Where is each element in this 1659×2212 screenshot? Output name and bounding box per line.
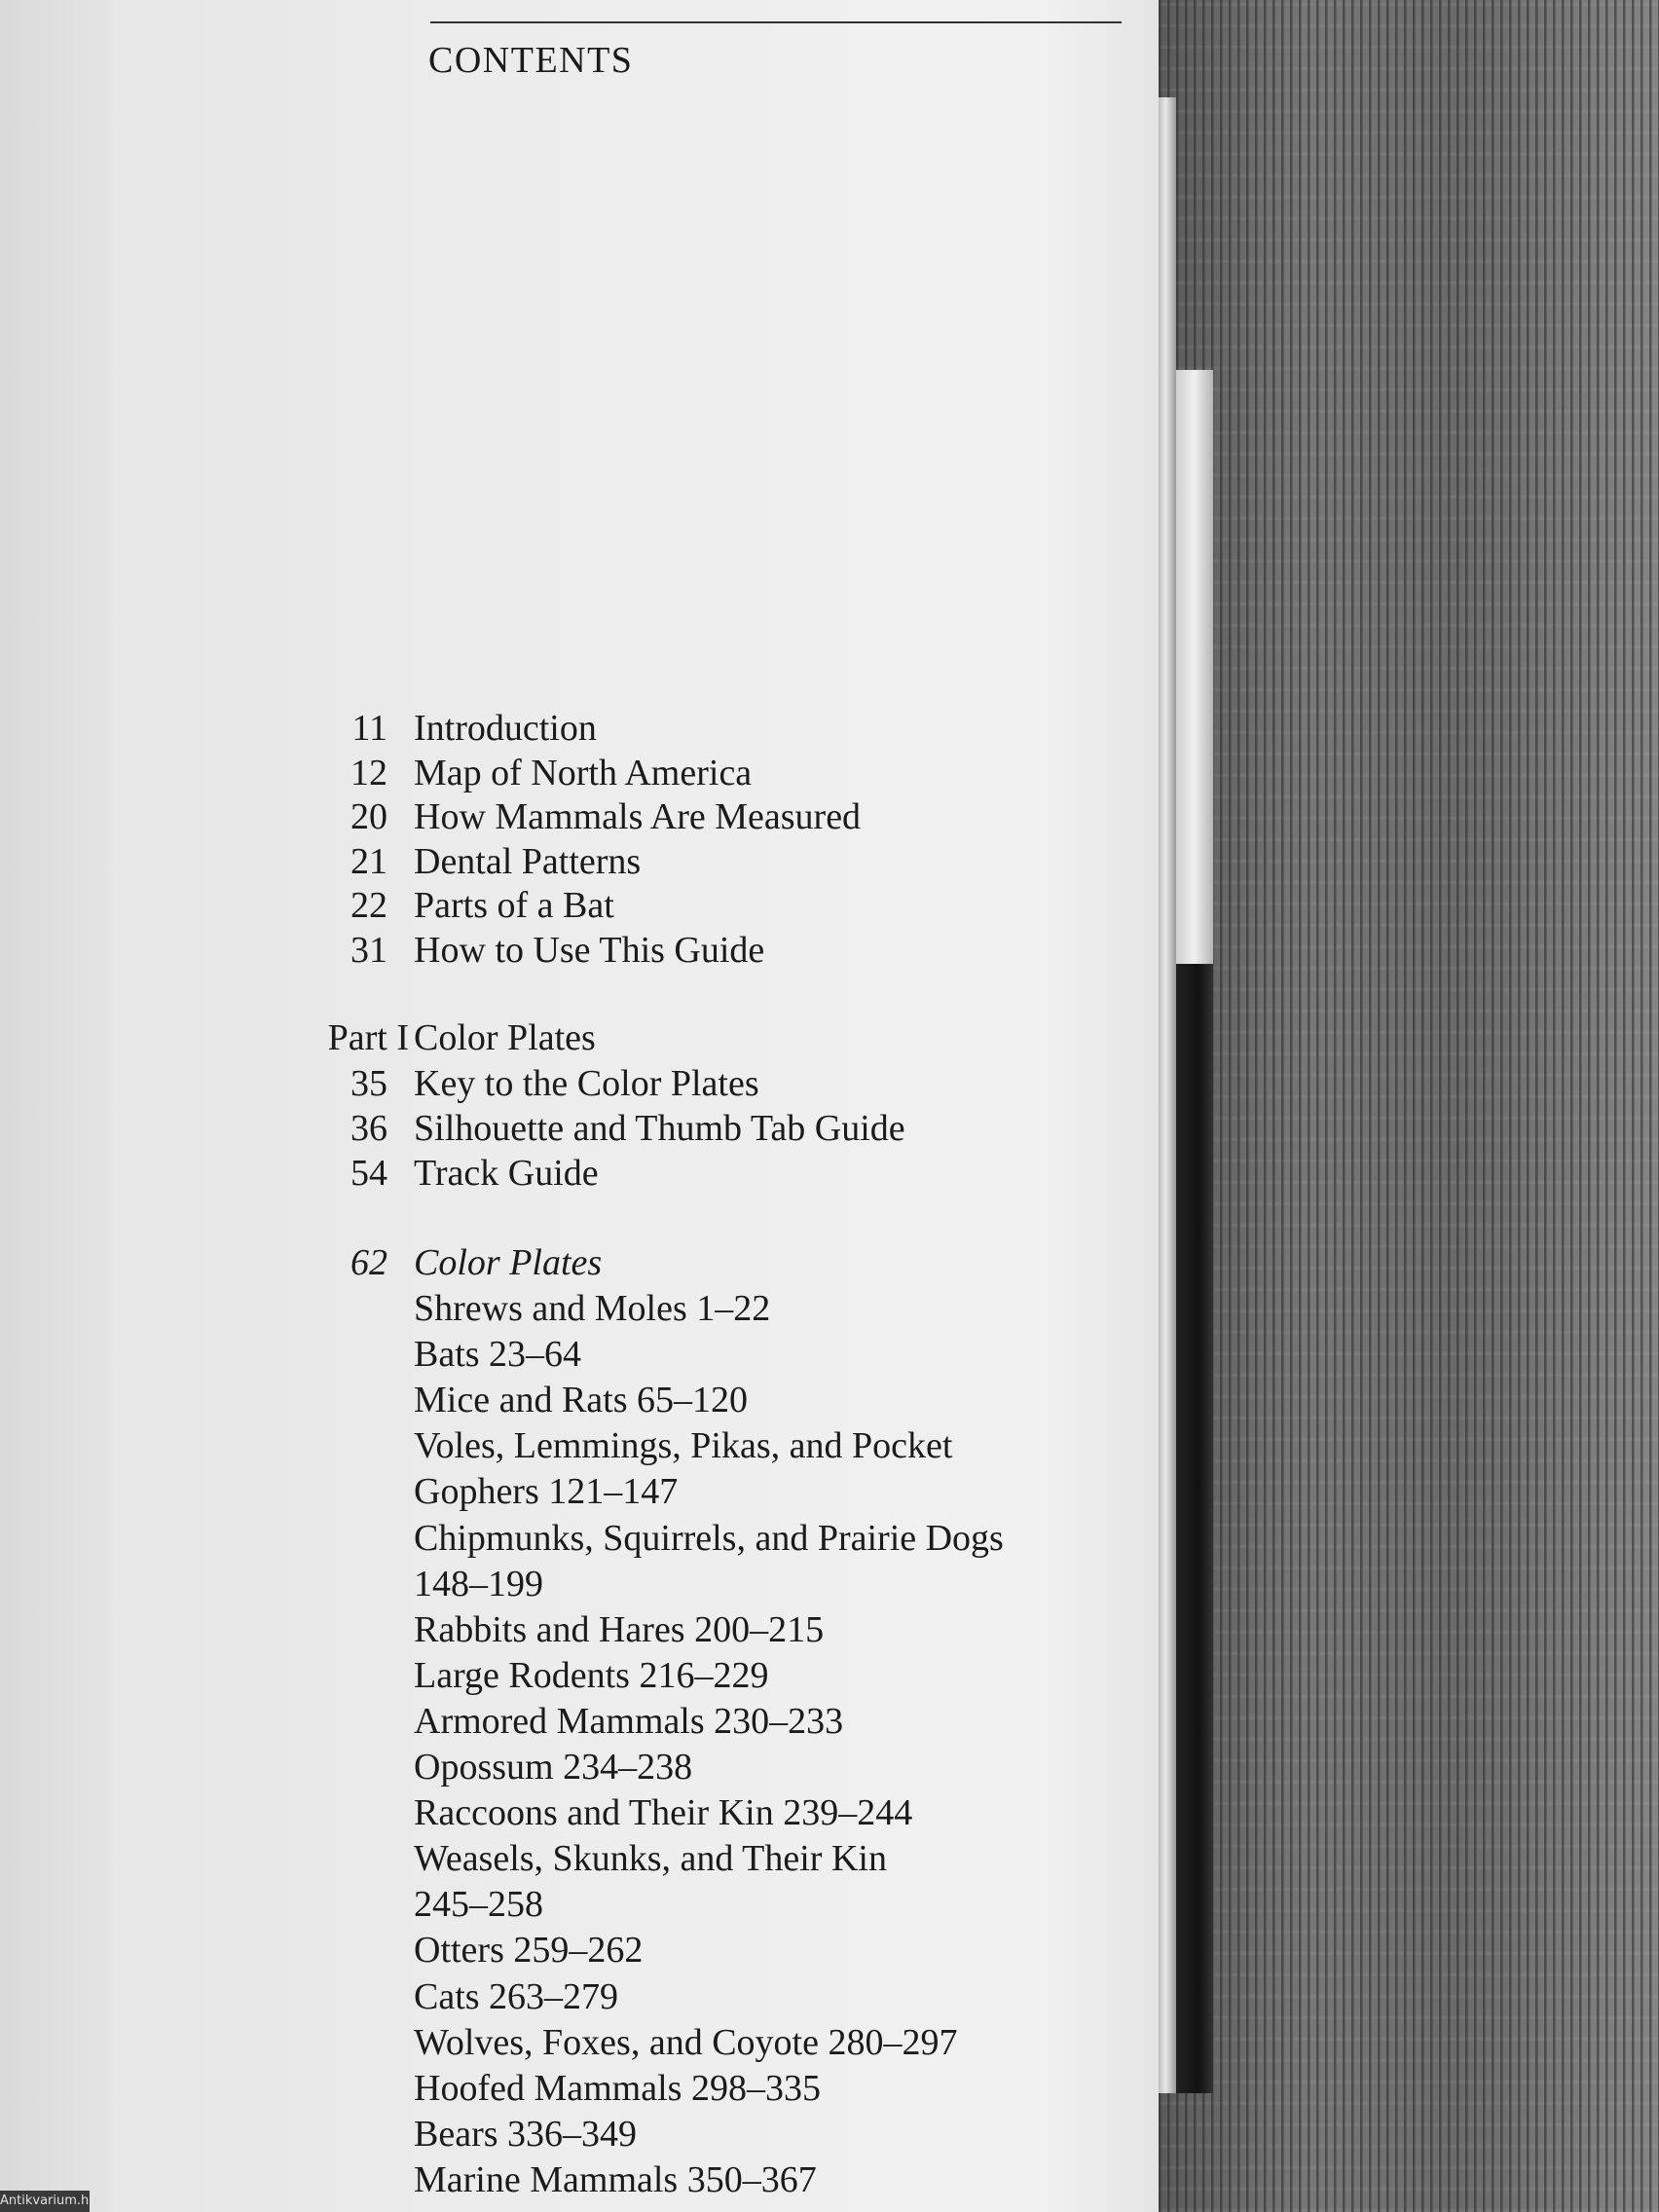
entry-title: Track Guide [414,1153,599,1194]
plate-range-line [0,2020,1159,2065]
entry-title: How Mammals Are Measured [414,796,862,838]
entry-title: Weasels, Skunks, and Their Kin [414,1838,887,1880]
plate-range-line [0,1423,1159,1468]
entry-title: Silhouette and Thumb Tab Guide [414,1108,905,1149]
plate-range-line [0,1516,1159,1561]
page-number: 20 [350,796,387,838]
entry-title: Mice and Rats 65–120 [414,1380,749,1421]
entry-title: Voles, Lemmings, Pikas, and Pocket [414,1425,953,1467]
entry-title: Rabbits and Hares 200–215 [414,1608,825,1650]
plate-range-line [0,1562,1159,1606]
top-rule [430,21,1122,23]
entry-title: Introduction [414,708,597,749]
plate-range-line [0,1974,1159,2019]
toc-entry [0,928,1159,973]
toc-entry [0,706,1159,751]
entry-title: Opossum 234–238 [414,1747,693,1788]
plate-range-line [0,1882,1159,1927]
plate-range-line [0,1699,1159,1744]
plate-range-line [0,1653,1159,1698]
book-spine-edge [1159,97,1176,2093]
color-plates-title: Color Plates [414,1242,603,1283]
entry-title: Shrews and Moles 1–22 [414,1288,771,1329]
entry-title: Large Rodents 216–229 [414,1654,769,1696]
toc-entry [0,839,1159,884]
part-title: Color Plates [414,1017,596,1058]
part-label: Part I [327,1017,409,1058]
page-number: 36 [350,1108,387,1149]
entry-title: Map of North America [414,752,753,793]
part-heading [0,1015,1159,1060]
book-cover-edge-dark [1176,964,1213,2093]
plate-range-line [0,1790,1159,1835]
entry-title: Armored Mammals 230–233 [414,1700,844,1742]
entry-title: Hoofed Mammals 298–335 [414,2067,821,2109]
entry-title: Wolves, Foxes, and Coyote 280–297 [414,2021,958,2063]
plate-range-line [0,1378,1159,1422]
page-number: 31 [350,930,387,971]
entry-title: Gophers 121–147 [414,1471,679,1513]
plate-range-line [0,2157,1159,2202]
toc-entry [0,1061,1159,1106]
plate-range-line [0,2066,1159,2111]
entry-title: Dental Patterns [414,840,642,882]
page-number: 11 [351,708,387,749]
plate-range-line [0,1928,1159,1972]
book-cover-edge-light [1176,370,1213,964]
toc-entry [0,1151,1159,1196]
entry-title: Cats 263–279 [414,1975,619,2017]
plate-range-line [0,1469,1159,1514]
color-plates-page: 62 [350,1242,387,1283]
page-number: 22 [350,885,387,927]
wood-background [1159,0,1659,2212]
toc-entry [0,1106,1159,1151]
entry-title: Bears 336–349 [414,2113,638,2155]
plate-range-line [0,1332,1159,1377]
toc-entry [0,751,1159,795]
entry-title: Parts of a Bat [414,885,614,927]
entry-title: 148–199 [414,1563,543,1604]
entry-title: Marine Mammals 350–367 [414,2158,817,2200]
toc-entry [0,794,1159,839]
page-number: 35 [350,1063,387,1104]
entry-title: How to Use This Guide [414,930,765,971]
page-title: CONTENTS [428,40,634,81]
page-number: 54 [350,1153,387,1194]
page-number: 12 [350,752,387,793]
entry-title: Chipmunks, Squirrels, and Prairie Dogs [414,1517,1004,1559]
plate-range-line [0,1745,1159,1789]
plate-range-line [0,1286,1159,1331]
entry-title: Raccoons and Their Kin 239–244 [414,1792,913,1834]
entry-title: Key to the Color Plates [414,1063,759,1104]
entry-title: 245–258 [414,1884,543,1926]
entry-title: Otters 259–262 [414,1930,644,1972]
color-plates-heading [0,1240,1159,1285]
plate-range-line [0,1836,1159,1881]
watermark: Antikvarium.hu [0,2191,90,2212]
page-number: 21 [350,840,387,882]
plate-range-line [0,1607,1159,1652]
entry-title: Bats 23–64 [414,1334,582,1376]
plate-range-line [0,2112,1159,2157]
toc-entry [0,883,1159,928]
